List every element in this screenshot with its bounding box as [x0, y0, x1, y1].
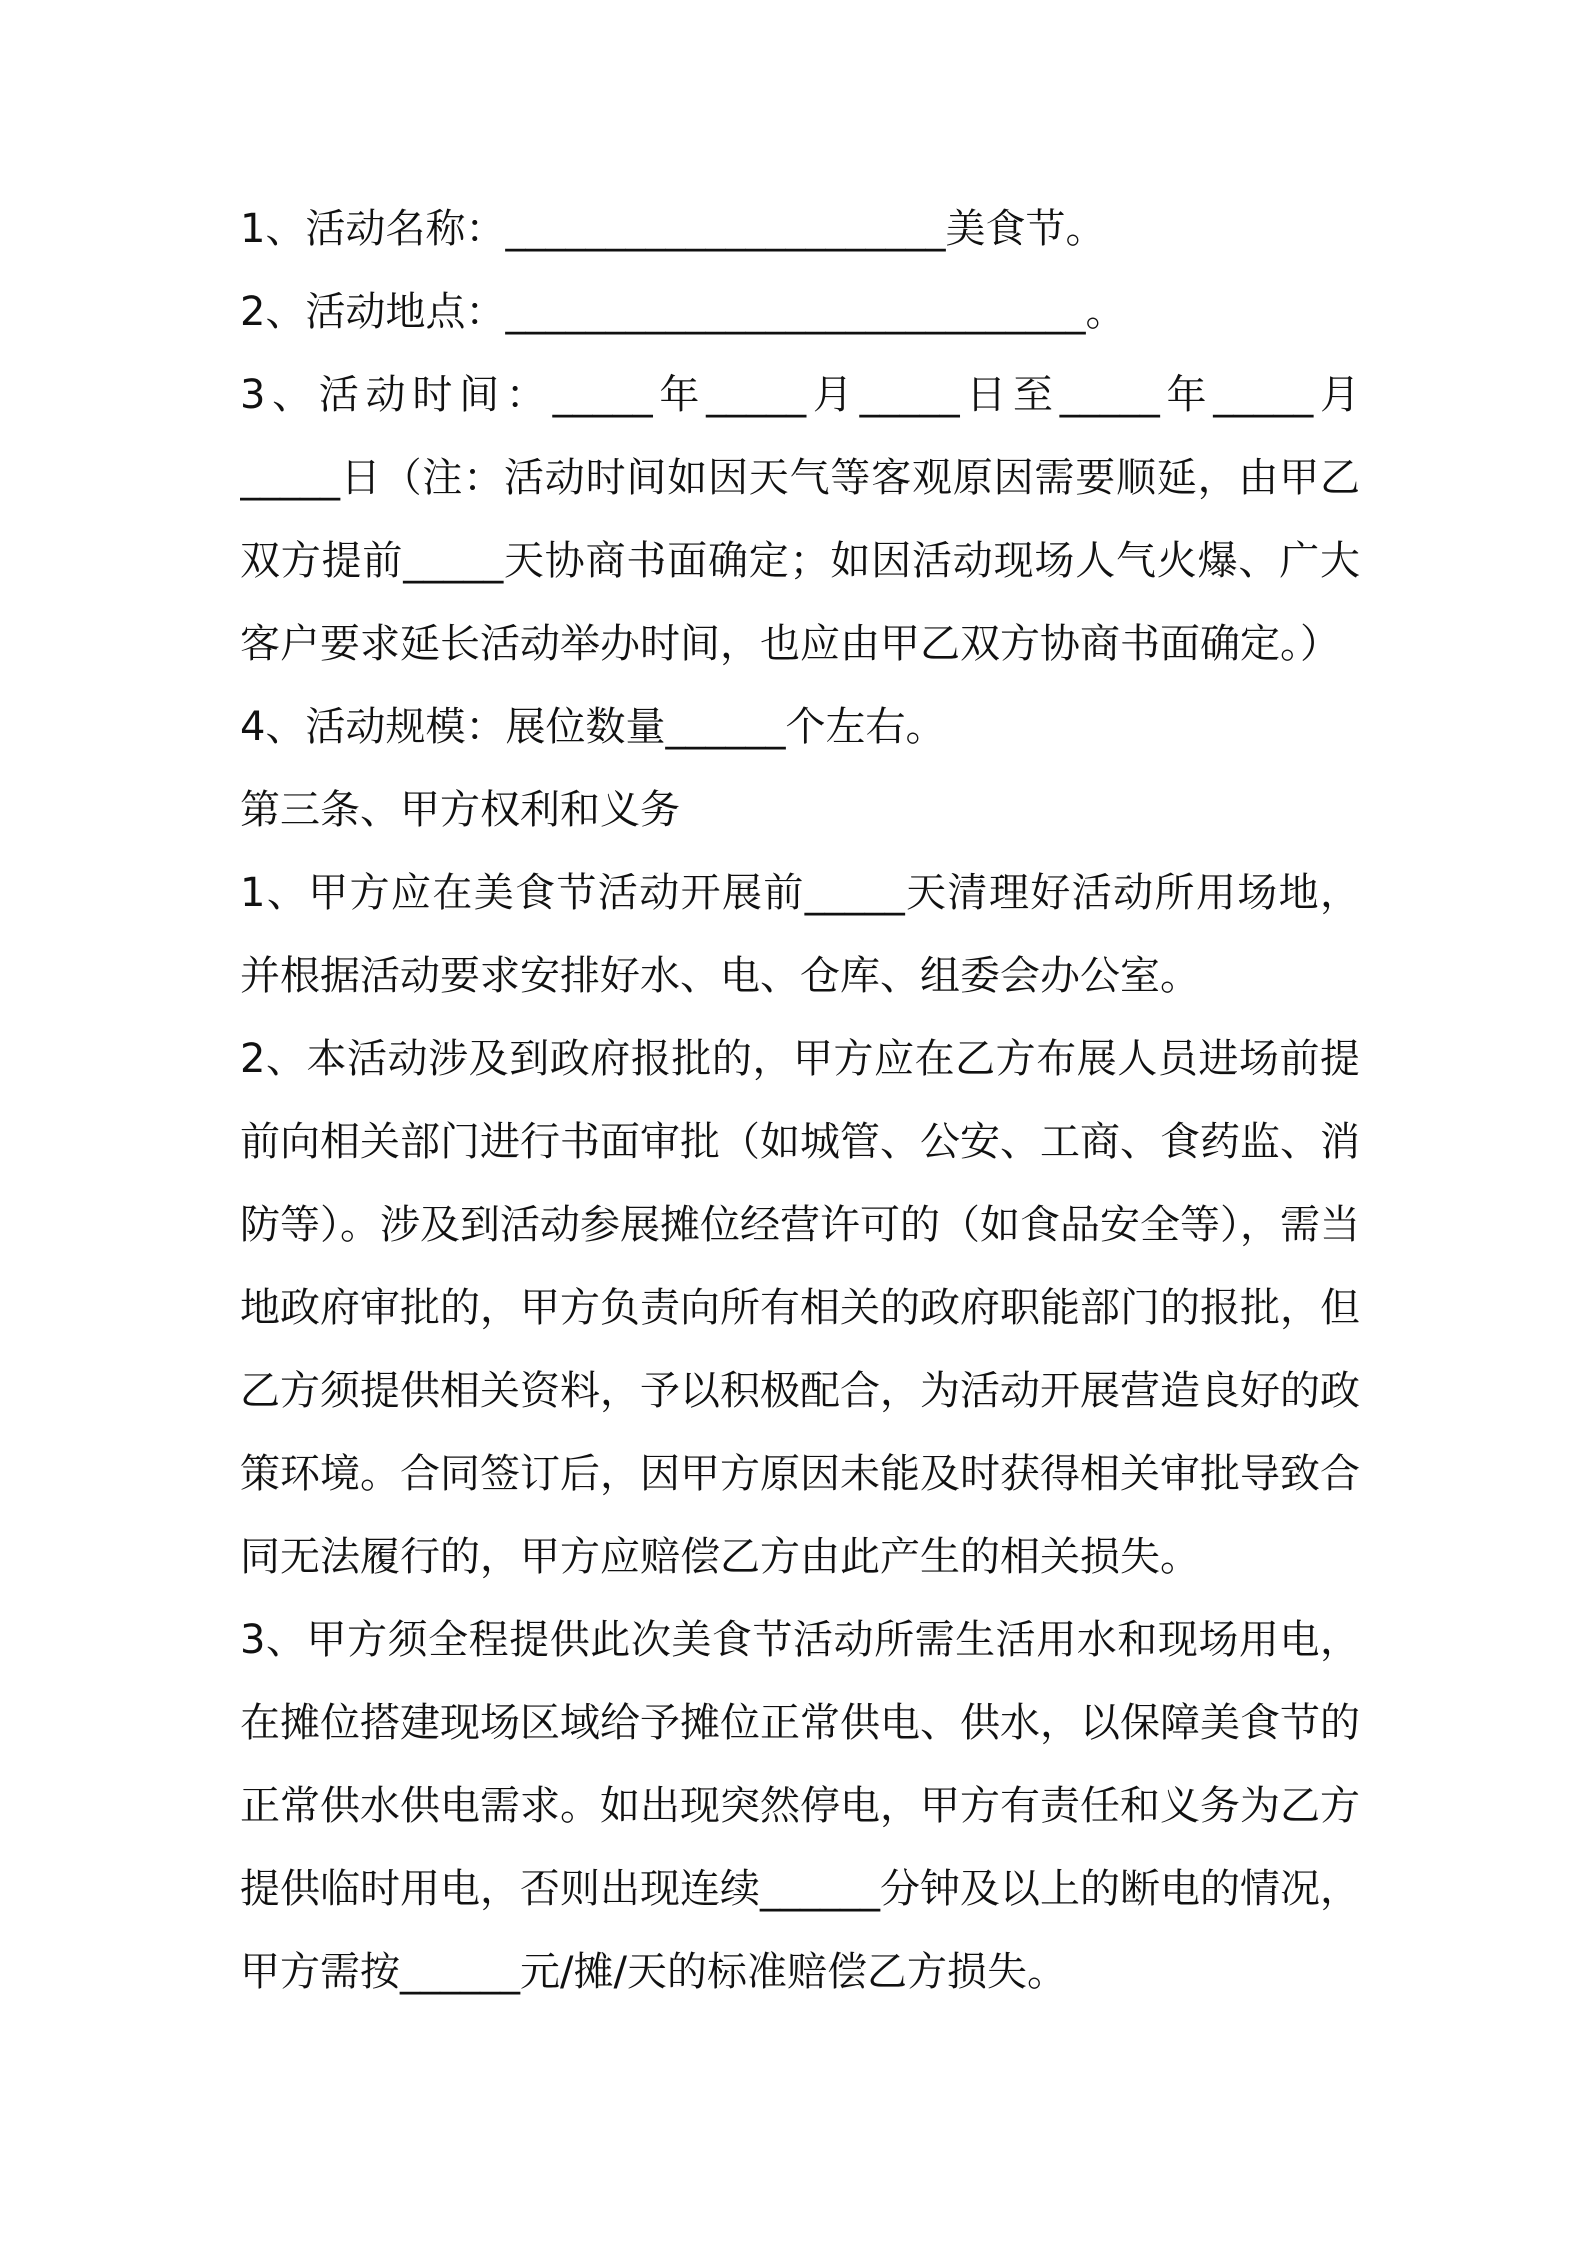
clause-2-line-1: 2、本活动涉及到政府报批的，甲方应在乙方布展人员进场前提: [240, 1036, 1360, 1082]
item-activity-name: 1、活动名称：______________________美食节。: [240, 206, 1106, 252]
clause-2-line-5: 乙方须提供相关资料，予以积极配合，为活动开展营造良好的政: [240, 1368, 1360, 1414]
item-activity-time-note-2: 双方提前_____天协商书面确定；如因活动现场人气火爆、广大: [240, 538, 1360, 584]
document-page: [240, 198, 1360, 2024]
item-activity-location: 2、活动地点：_____________________________。: [240, 289, 1126, 335]
clause-3-line-3: 正常供水供电需求。如出现突然停电，甲方有责任和义务为乙方: [240, 1783, 1360, 1829]
clause-3-line-4: 提供临时用电，否则出现连续______分钟及以上的断电的情况，: [240, 1866, 1360, 1912]
section-heading-article-3: 第三条、甲方权利和义务: [240, 787, 680, 833]
item-activity-time: 3、活动时间：_____年_____月_____日至_____年_____月: [240, 372, 1360, 418]
clause-3-line-2: 在摊位搭建现场区域给予摊位正常供电、供水，以保障美食节的: [240, 1700, 1360, 1746]
clause-3-line-5: 甲方需按______元/摊/天的标准赔偿乙方损失。: [240, 1949, 1067, 1995]
clause-2-line-7: 同无法履行的，甲方应赔偿乙方由此产生的相关损失。: [240, 1534, 1200, 1580]
clause-2-line-6: 策环境。合同签订后，因甲方原因未能及时获得相关审批导致合: [240, 1451, 1360, 1497]
clause-2-line-2: 前向相关部门进行书面审批（如城管、公安、工商、食药监、消: [240, 1119, 1360, 1165]
item-activity-time-note-1: _____日（注：活动时间如因天气等客观原因需要顺延，由甲乙: [240, 455, 1360, 501]
clause-1-line-1: 1、甲方应在美食节活动开展前_____天清理好活动所用场地，: [240, 870, 1360, 916]
clause-2-line-3: 防等）。涉及到活动参展摊位经营许可的（如食品安全等），需当: [240, 1202, 1360, 1248]
item-activity-scale: 4、活动规模：展位数量______个左右。: [240, 704, 946, 750]
clause-2-line-4: 地政府审批的，甲方负责向所有相关的政府职能部门的报批，但: [240, 1285, 1360, 1331]
item-activity-time-note-3: 客户要求延长活动举办时间，也应由甲乙双方协商书面确定。）: [240, 621, 1340, 667]
clause-1-line-2: 并根据活动要求安排好水、电、仓库、组委会办公室。: [240, 953, 1200, 999]
clause-3-line-1: 3、甲方须全程提供此次美食节活动所需生活用水和现场用电，: [240, 1617, 1360, 1663]
